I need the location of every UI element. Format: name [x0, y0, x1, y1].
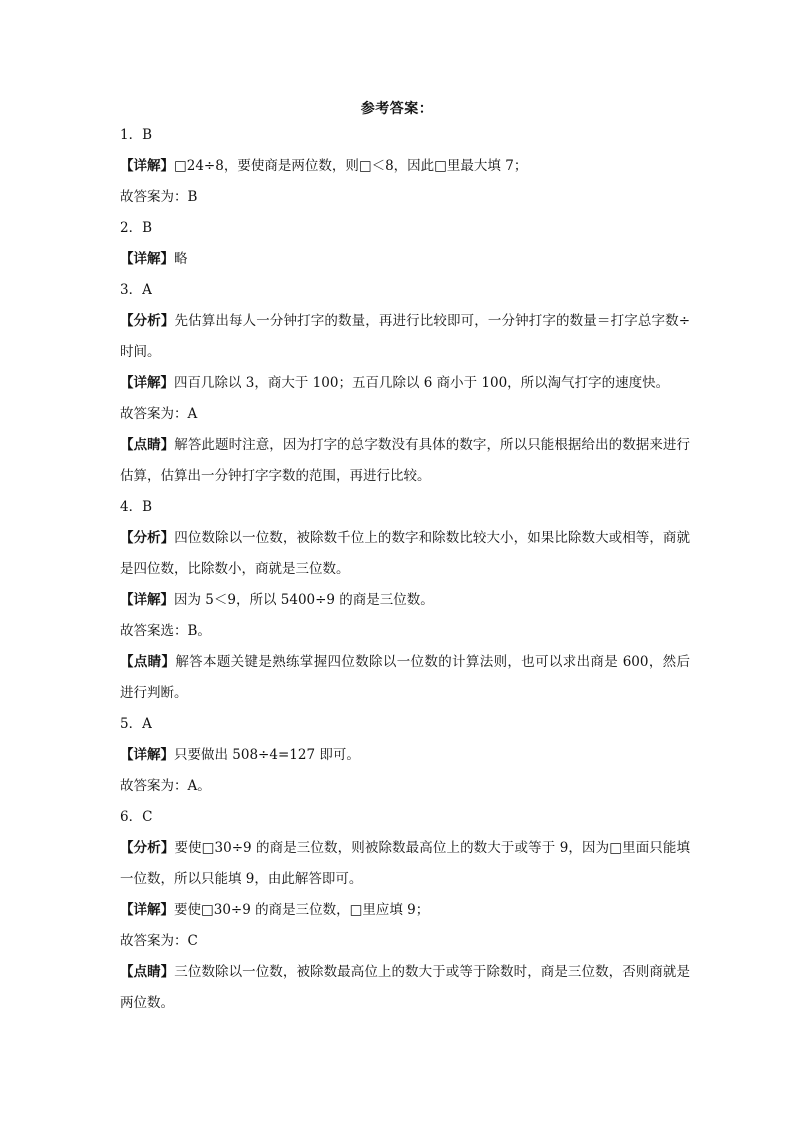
conclusion-line: 故答案为：A: [120, 406, 198, 422]
comment-text: 三位数除以一位数，被除数最高位上的数大于或等于除数时，商是三位数，否则商就是两位数。: [120, 964, 691, 1011]
page-title: 参考答案：: [360, 101, 434, 117]
detail-text: □24÷8，要使商是两位数，则□＜8，因此□里最大填 7；: [174, 158, 528, 174]
analysis-paragraph: [120, 306, 690, 368]
comment-paragraph: [120, 957, 690, 1019]
answer-line: 6．C: [120, 809, 153, 825]
analysis-paragraph: [120, 833, 690, 895]
analysis-tag: 【分析】: [120, 530, 175, 546]
answer-content: [120, 120, 690, 1019]
detail-tag: 【详解】: [120, 375, 174, 391]
answer-line: 2．B: [120, 220, 153, 236]
detail-tag: 【详解】: [120, 251, 174, 267]
detail-paragraph: [120, 244, 690, 275]
analysis-tag: 【分析】: [120, 840, 175, 856]
conclusion-line: 故答案为：A。: [120, 778, 211, 794]
answer-line: 3．A: [120, 282, 152, 298]
detail-paragraph: [120, 740, 690, 771]
comment-tag: 【点睛】: [120, 437, 175, 453]
detail-text: 只要做出 508÷4=127 即可。: [174, 747, 360, 763]
answer-line: 1．B: [120, 127, 153, 143]
detail-tag: 【详解】: [120, 158, 174, 174]
comment-tag: 【点睛】: [120, 964, 175, 980]
answer-line: 5．A: [120, 716, 152, 732]
conclusion-line: 故答案选：B。: [120, 623, 211, 639]
detail-text: 因为 5＜9，所以 5400÷9 的商是三位数。: [174, 592, 434, 608]
detail-paragraph: [120, 585, 690, 616]
analysis-paragraph: [120, 523, 690, 585]
conclusion-line: 故答案为：C: [120, 933, 198, 949]
detail-text: 要使□30÷9 的商是三位数，□里应填 9；: [174, 902, 430, 918]
analysis-text: 四位数除以一位数，被除数千位上的数字和除数比较大小，如果比除数大或相等，商就是四位数，比除数小，商就是三位数。: [120, 530, 691, 577]
detail-text: 略: [174, 251, 188, 267]
answer-line: 4．B: [120, 499, 153, 515]
detail-tag: 【详解】: [120, 592, 174, 608]
analysis-tag: 【分析】: [120, 313, 175, 329]
comment-paragraph: [120, 647, 690, 709]
conclusion-line: 故答案为：B: [120, 189, 198, 205]
detail-paragraph: [120, 368, 690, 399]
analysis-text: 先估算出每人一分钟打字的数量，再进行比较即可，一分钟打字的数量＝打字总字数÷时间。: [120, 313, 691, 360]
comment-text: 解答本题关键是熟练掌握四位数除以一位数的计算法则，也可以求出商是 600，然后进行判断。: [120, 654, 690, 701]
comment-tag: 【点睛】: [120, 654, 176, 670]
detail-tag: 【详解】: [120, 747, 174, 763]
detail-paragraph: [120, 895, 690, 926]
detail-paragraph: [120, 151, 690, 182]
detail-text: 四百几除以 3，商大于 100；五百几除以 6 商小于 100，所以淘气打字的速度快。: [174, 375, 670, 391]
comment-text: 解答此题时注意，因为打字的总字数没有具体的数字，所以只能根据给出的数据来进行估算，估算出一分钟打字字数的范围，再进行比较。: [120, 437, 691, 484]
analysis-text: 要使□30÷9 的商是三位数，则被除数最高位上的数大于或等于 9，因为□里面只能填一位数，所以只能填 9，由此解答即可。: [120, 840, 691, 887]
comment-paragraph: [120, 430, 690, 492]
detail-tag: 【详解】: [120, 902, 174, 918]
